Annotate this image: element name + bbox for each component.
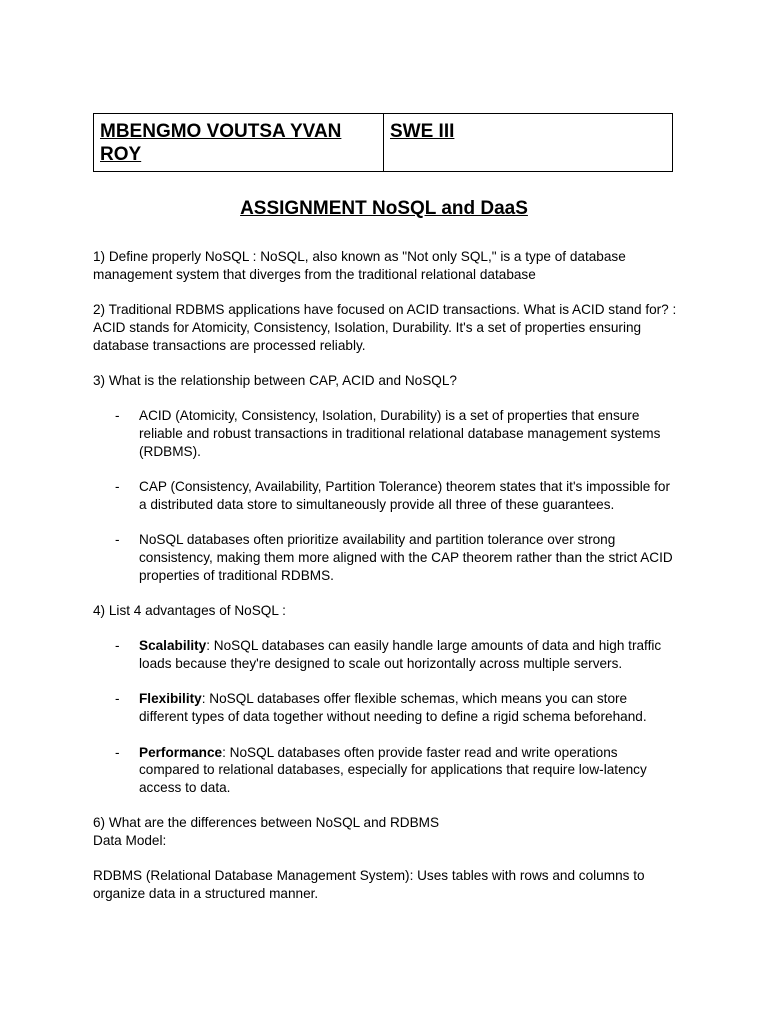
question-4: 4) List 4 advantages of NoSQL : [93,602,286,618]
advantage-text: : NoSQL databases often provide faster read and write operations compared to relational databases, especially for applications that require low-latency access to data. [139,744,647,795]
question-3: 3) What is the relationship between CAP, ACID and NoSQL? [93,372,457,388]
document-body [93,248,678,921]
question-1: 1) Define properly NoSQL : NoSQL, also known as "Not only SQL," is a type of database management system that diverges from the traditional relational database [93,249,626,282]
document-title: ASSIGNMENT NoSQL and DaaS [240,198,528,219]
student-name: MBENGMO VOUTSA YVAN ROY [94,114,384,171]
dash-bullet: - [115,744,120,760]
advantage-term: Scalability [139,638,207,654]
data-model-heading: Data Model: [93,833,167,849]
list-item [93,690,678,725]
list-item [93,478,678,513]
course-code: SWE III [390,121,455,142]
list-item [93,531,678,584]
dash-bullet: - [115,408,120,424]
advantage-text: : NoSQL databases can easily handle large amounts of data and high traffic loads because they're designed to scale out horizontally across multiple servers. [139,638,662,672]
dash-bullet: - [115,479,120,495]
question-3-list [93,407,678,584]
question-2: 2) Traditional RDBMS applications have focused on ACID transactions. What is ACID stand for? : ACID stands for Atomicity, Consistency, Isolation, Durability. It's a set of properties ensuring database transactions are processed reliably. [93,302,677,353]
dash-bullet: - [115,691,120,707]
list-item-text: CAP (Consistency, Availability, Partition Tolerance) theorem states that it's impossible for a distributed data store to simultaneously provide all three of these guarantees. [139,479,670,512]
advantage-term: Flexibility [139,691,202,707]
list-item-text: NoSQL databases often prioritize availability and partition tolerance over strong consistency, making them more aligned with the CAP theorem rather than the strict ACID properties of traditional RDBMS. [139,532,673,583]
rdbms-description: RDBMS (Relational Database Management System): Uses tables with rows and columns to organize data in a structured manner. [93,868,645,902]
list-item [93,407,678,460]
question-4-list [93,637,678,796]
header-table [93,113,673,172]
dash-bullet: - [115,638,120,654]
list-item [93,637,678,672]
advantage-term: Performance [139,744,223,760]
list-item [93,744,678,797]
list-item-text: ACID (Atomicity, Consistency, Isolation, Durability) is a set of properties that ensure reliable and robust transactions in traditional relational database management systems (RDBMS). [139,408,661,459]
question-6: 6) What are the differences between NoSQL and RDBMS [93,815,440,831]
dash-bullet: - [115,532,120,548]
advantage-text: : NoSQL databases offer flexible schemas, which means you can store different types of data together without needing to define a rigid schema beforehand. [139,691,647,725]
